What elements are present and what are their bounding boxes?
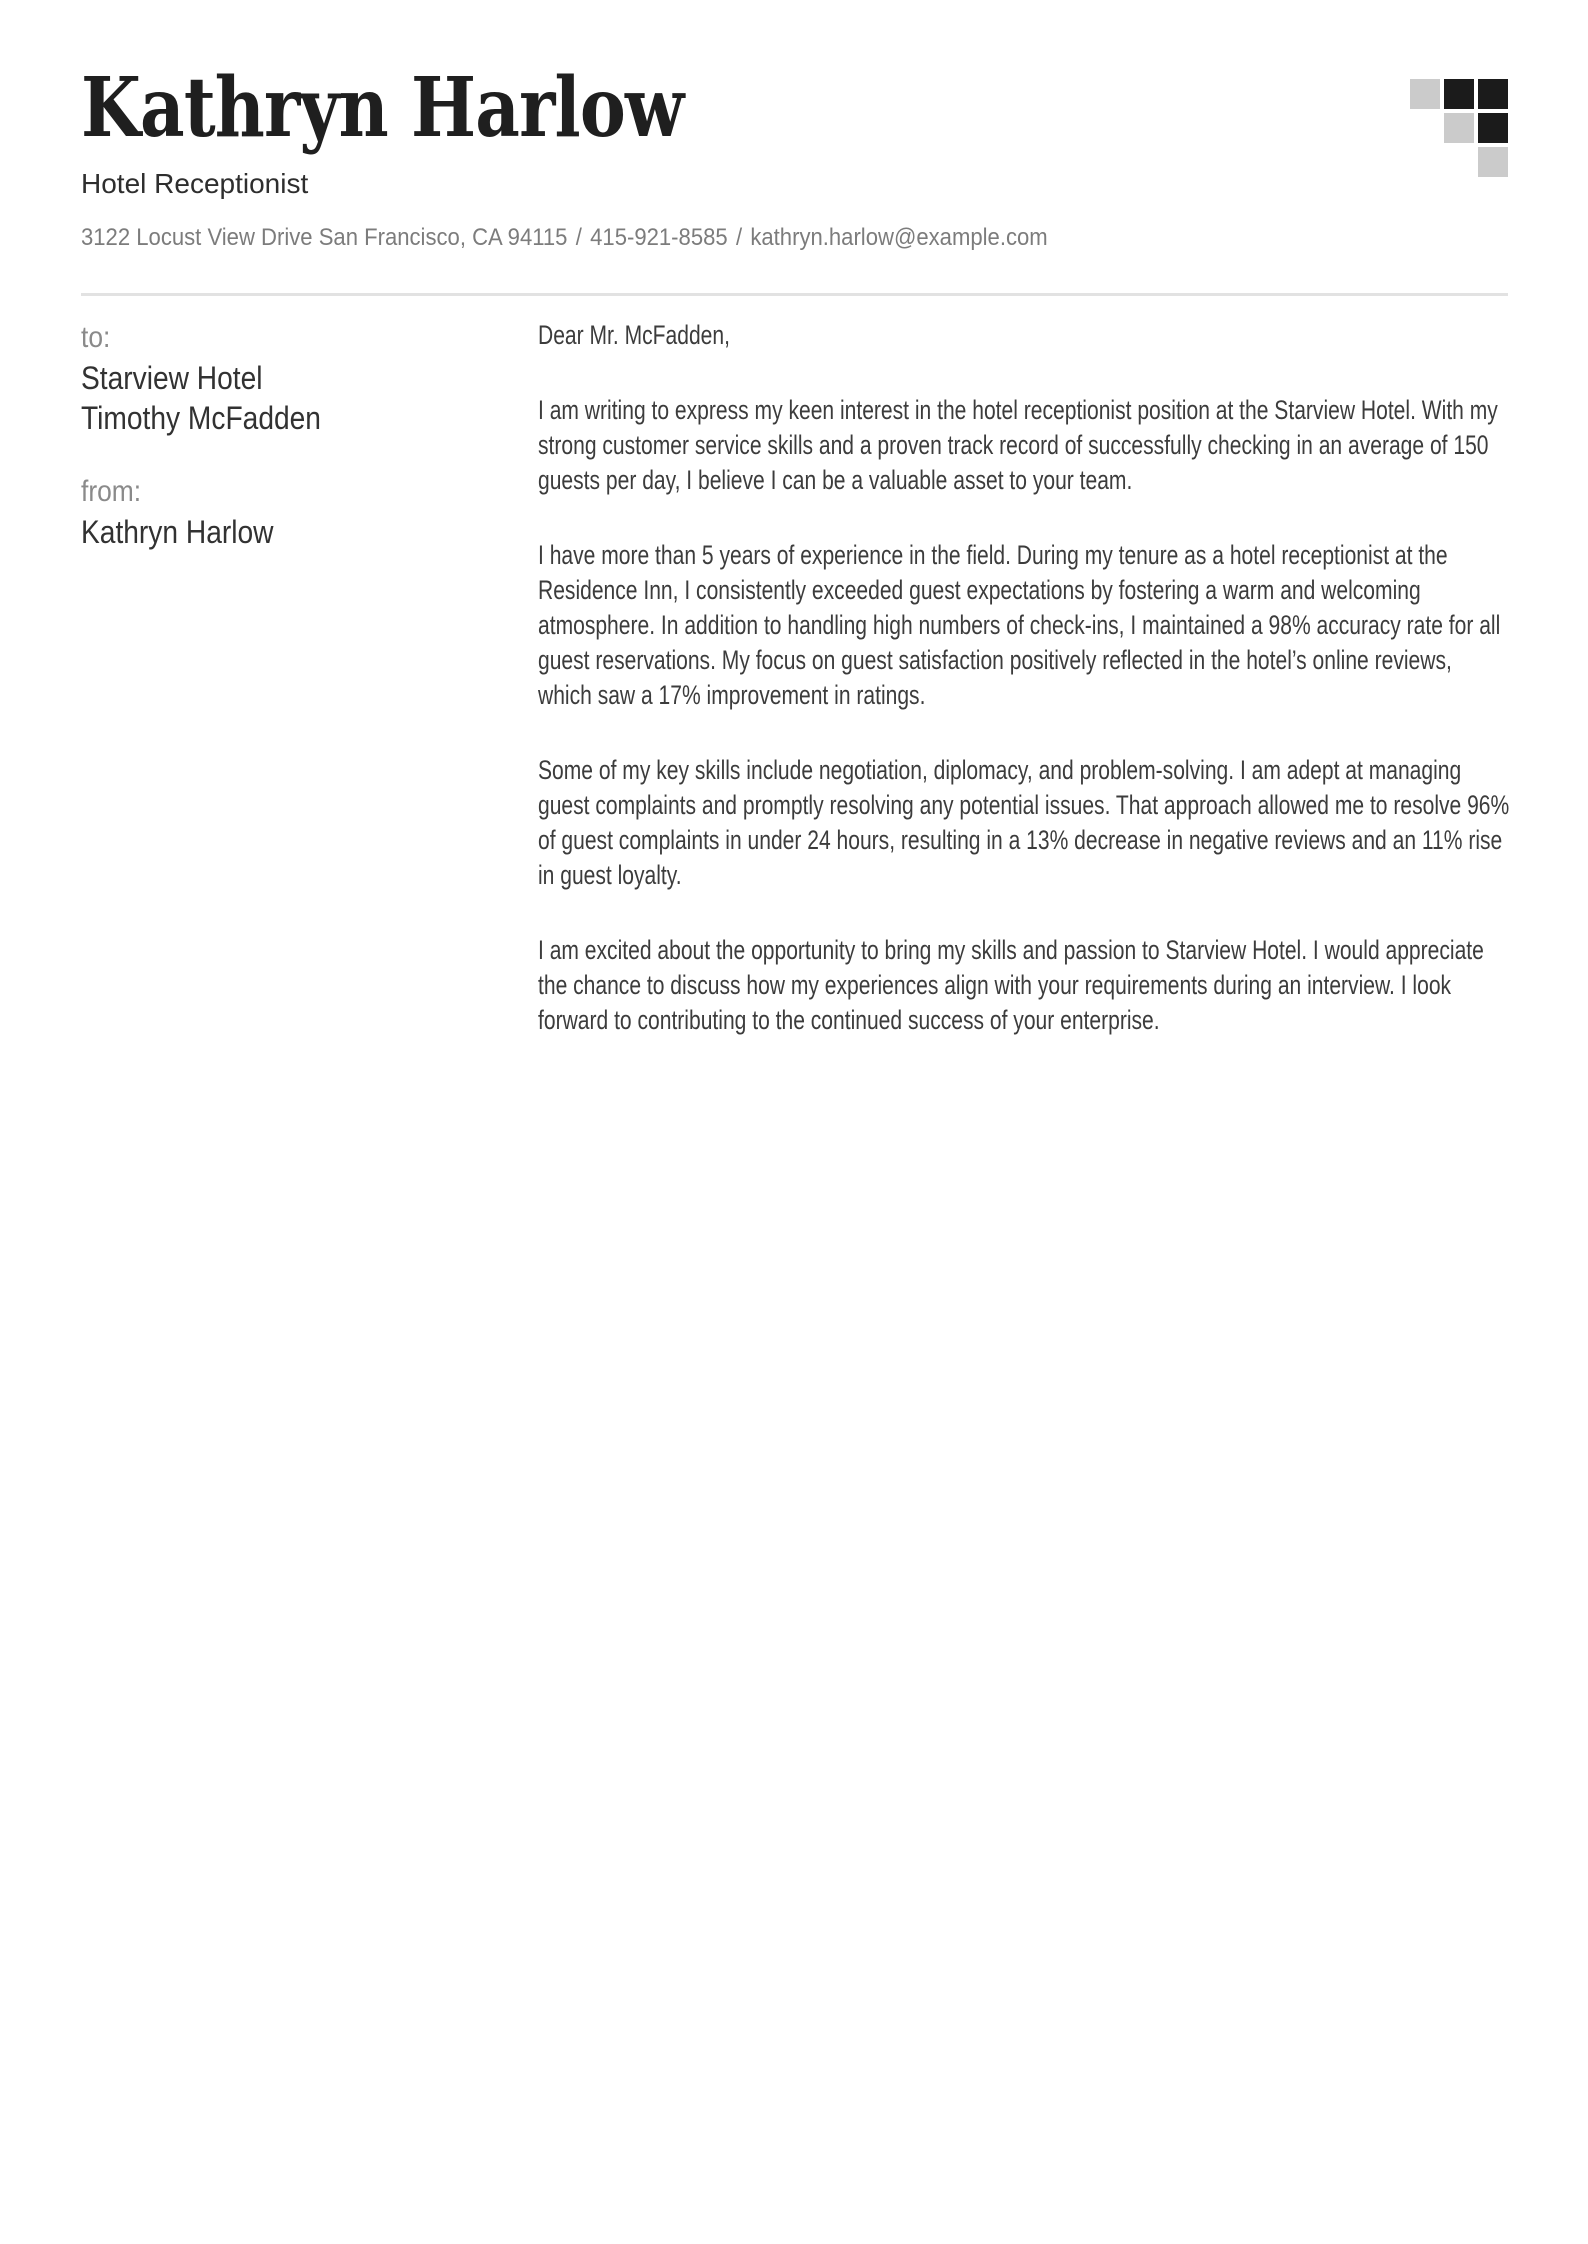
paragraph: I am excited about the opportunity to bring my skills and passion to Starview Hotel. I would appreciate the chance to discuss how my experiences align with your requirements during an interview. I look forward to contributing to the continued success of your enterprise. bbox=[538, 935, 1484, 1035]
recipient-company: Starview Hotel bbox=[81, 360, 263, 396]
logo-square-black bbox=[1444, 79, 1474, 109]
logo-square-black bbox=[1478, 79, 1508, 109]
paragraph: I am writing to express my keen interest in the hotel receptionist position at the Starview Hotel. With my strong customer service skills and a proven track record of successfully checking in an average of 150 guests per day, I believe I can be a valuable asset to your team. bbox=[538, 395, 1498, 495]
logo-empty-cell bbox=[1410, 113, 1440, 143]
logo-empty-cell bbox=[1410, 147, 1440, 177]
recipient-person: Timothy McFadden bbox=[81, 400, 321, 436]
greeting: Dear Mr. McFadden, bbox=[538, 320, 730, 350]
logo-square-gray bbox=[1478, 147, 1508, 177]
divider bbox=[81, 293, 1508, 296]
to-label: to: bbox=[81, 321, 111, 354]
separator-slash: / bbox=[735, 224, 743, 251]
address-text: 3122 Locust View Drive San Francisco, CA 94115 bbox=[81, 224, 568, 251]
contact-line bbox=[81, 226, 1394, 250]
page-title: Kathryn Harlow bbox=[81, 60, 684, 156]
sender-name: Kathryn Harlow bbox=[81, 514, 274, 550]
job-title: Hotel Receptionist bbox=[81, 168, 309, 199]
email-text: kathryn.harlow@example.com bbox=[750, 224, 1048, 251]
letter-body bbox=[538, 318, 1511, 1078]
squares-logo bbox=[1410, 79, 1508, 177]
phone-text: 415-921-8585 bbox=[590, 224, 728, 251]
logo-empty-cell bbox=[1444, 147, 1474, 177]
letter-content bbox=[81, 318, 1508, 1078]
letter-header bbox=[81, 60, 1508, 251]
logo-square-black bbox=[1478, 113, 1508, 143]
paragraph: Some of my key skills include negotiation, diplomacy, and problem-solving. I am adept at managing guest complaints and promptly resolving any potential issues. That approach allowed me to resolve 96% of guest complaints in under 24 hours, resulting in a 13% decrease in negative reviews and an 11% rise in guest loyalty. bbox=[538, 755, 1510, 890]
from-label: from: bbox=[81, 475, 142, 508]
logo-square-gray bbox=[1410, 79, 1440, 109]
addressing-sidebar bbox=[81, 318, 538, 1078]
logo-square-gray bbox=[1444, 113, 1474, 143]
paragraph: I have more than 5 years of experience in the field. During my tenure as a hotel receptionist at the Residence Inn, I consistently exceeded guest expectations by fostering a warm and welcoming atmosphere. In addition to handling high numbers of check-ins, I maintained a 98% accuracy rate for all guest reservations. My focus on guest satisfaction positively reflected in the hotel’s online reviews, which saw a 17% improvement in ratings. bbox=[538, 540, 1501, 710]
separator-slash: / bbox=[575, 224, 582, 251]
